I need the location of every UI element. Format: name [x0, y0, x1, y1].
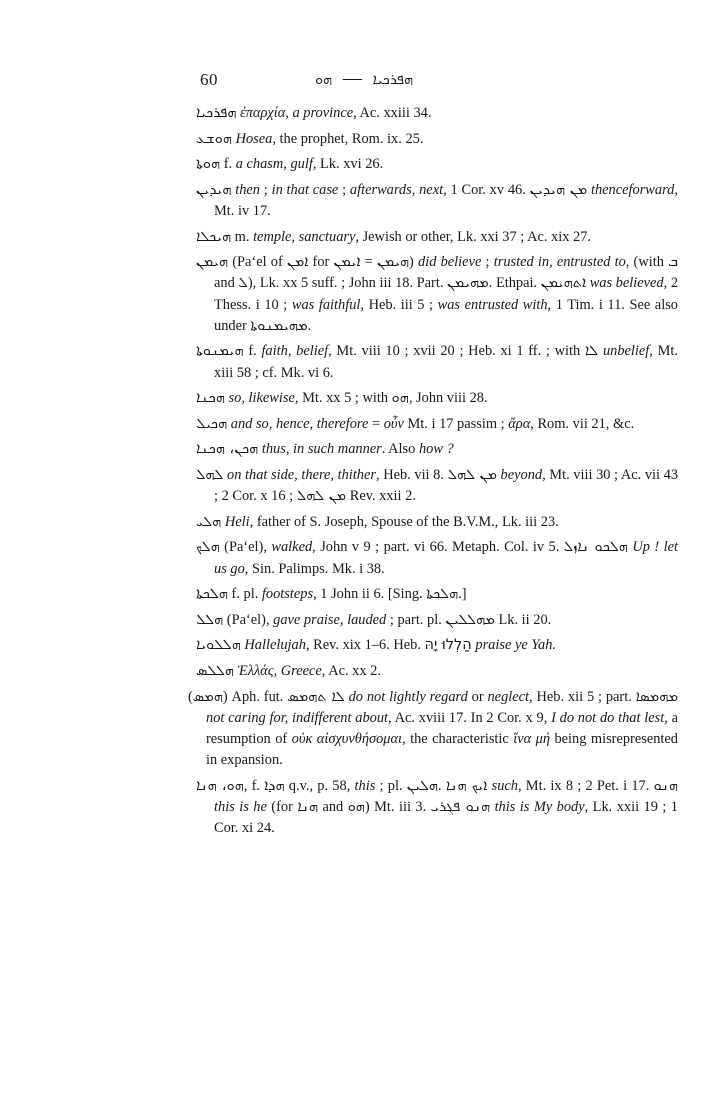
roman-text: =: [360, 254, 378, 271]
syriac-text: ܗܠܟܬܐ: [426, 586, 459, 603]
roman-text: , Heb. xii 5 ; part.: [529, 688, 636, 705]
syriac-text: ܒ: [668, 254, 679, 271]
roman-text: f. pl.: [227, 586, 262, 603]
roman-text: , John viii 28.: [408, 390, 488, 407]
syriac-text: ܡܗܠܠܝܢ: [445, 611, 495, 628]
dictionary-entry: [196, 154, 678, 175]
syriac-text: הַלְלוּ יָהּ: [424, 637, 472, 654]
entry-headword: ܗܘܫܥ: [196, 130, 232, 147]
roman-text: .: [307, 317, 312, 334]
greek-text: ἵνα μή: [513, 730, 551, 747]
syriac-text: ܗܠܟܘ ܢܐܙܠ: [563, 539, 628, 556]
roman-text: , Mt. xx 5 ; with: [294, 390, 392, 407]
italic-gloss: on that side, there, thither: [227, 466, 376, 483]
roman-text: Mt. i 17 passim ;: [403, 415, 509, 432]
syriac-text: ܗܢܘ ܦܓܪܝ: [430, 798, 491, 815]
roman-text: , 1 John ii 6. [Sing.: [313, 586, 427, 603]
roman-text: ; part. pl.: [386, 611, 446, 628]
roman-text: (Pa‘el),: [219, 539, 272, 556]
roman-text: ,: [273, 662, 281, 679]
syriac-text: ܡܗܡܣܐ: [635, 688, 679, 705]
roman-text: ;: [481, 254, 494, 271]
italic-gloss: beyond: [500, 466, 543, 483]
roman-text: , f.: [243, 777, 265, 794]
italic-gloss: so, likewise: [228, 390, 295, 407]
entry-headword: ܗܝܡܢ: [196, 254, 229, 271]
dictionary-entry: [196, 465, 678, 507]
roman-text: ,: [285, 105, 293, 121]
syriac-text: ܗܡܣ: [192, 688, 223, 705]
syriac-text: ܐܝܟ ܗܢܐ: [445, 777, 488, 794]
entry-headword: ܗܘܬܐ: [196, 156, 221, 173]
syriac-text: ܐܬܗܝܡܢ: [540, 275, 587, 292]
roman-text: ) Mt. iii 3.: [364, 798, 431, 815]
syriac-text: ܠܐ ܬܗܡܣ: [287, 688, 345, 705]
roman-text: , Lk. xxii 19 ; 1 Cor. xi 24.: [214, 798, 678, 837]
roman-text: .]: [458, 586, 467, 603]
entry-headword: ܗܝܟܠܐ: [196, 228, 232, 245]
roman-text: Lk. ii 20.: [494, 611, 552, 628]
roman-text: . Also: [381, 441, 419, 458]
roman-text: , Ac. xxiii 34.: [353, 105, 432, 121]
dictionary-entry: [196, 512, 678, 533]
italic-gloss: trusted in, entrusted to: [493, 254, 626, 271]
roman-text: , Heb. vii 8.: [376, 466, 448, 483]
italic-gloss: faith, belief: [261, 343, 329, 360]
roman-text: , Jewish or other, Lk. xxi 37 ; Ac. xix 27.: [355, 228, 592, 245]
entry-headword: ܗܘ، ܗܢܐ: [196, 777, 244, 794]
roman-text: , Mt. viii 30 ; Ac. vii 43 ; 2 Cor. x 16 ;: [214, 466, 679, 505]
italic-gloss: this is My body: [494, 798, 585, 815]
roman-text: or: [467, 688, 488, 705]
italic-gloss: Heli: [224, 513, 250, 530]
entry-headword: ܗܠܟ: [196, 539, 220, 556]
syriac-text: ܐܡܢ: [286, 254, 309, 271]
italic-gloss: not caring for, indifferent about: [206, 709, 389, 726]
roman-text: and: [214, 275, 239, 292]
entry-headword: ܗܠܟܬܐ: [196, 586, 228, 603]
dictionary-entry: [196, 388, 678, 409]
syriac-text: ܗܘ: [391, 390, 409, 407]
dictionary-entry: [196, 537, 678, 579]
roman-text: m.: [231, 228, 254, 245]
italic-gloss: was entrusted with: [437, 296, 548, 313]
roman-text: , Lk. iii 23.: [494, 513, 559, 530]
dictionary-entry: [196, 414, 678, 435]
syriac-text: ܗܢܘ: [653, 777, 678, 794]
roman-text: (Pa‘el),: [223, 611, 274, 628]
running-head-dash: —: [342, 68, 362, 89]
roman-text: f.: [220, 156, 236, 173]
italic-gloss: in that case: [271, 181, 339, 198]
roman-text: , Heb. iii 5 ;: [360, 296, 438, 313]
italic-gloss: and so, hence, therefore: [230, 415, 369, 432]
italic-gloss: this is he: [214, 798, 267, 815]
dictionary-entry: [196, 252, 678, 337]
greek-text: ἐπαρχία: [240, 105, 286, 121]
syriac-text: ܡܢ ܠܗܠ: [447, 466, 497, 483]
dictionary-entry: [196, 661, 678, 682]
dictionary-entry: [196, 584, 678, 605]
italic-gloss: this: [354, 777, 376, 794]
roman-text: , Mt. ix 8 ; 2 Pet. i 17.: [517, 777, 654, 794]
syriac-text: ܐܝܡܢ: [333, 254, 361, 271]
dictionary-entry: [188, 687, 678, 772]
entry-headword: ܗܟܢܐ: [196, 390, 225, 407]
roman-text: , a resumption of: [206, 709, 679, 747]
italic-gloss: walked: [271, 539, 313, 556]
roman-text: , John v 9 ; part. vi 66. Metaph. Col. iv 5.: [312, 539, 564, 556]
roman-text: (Pa‘el of: [228, 254, 287, 271]
dictionary-entry: [196, 439, 678, 460]
dictionary-entry: [196, 776, 678, 840]
greek-text: οὖν: [383, 415, 404, 432]
roman-text: . Ethpai.: [488, 275, 541, 292]
running-head-right-word: ܗܦܪܟܝܐ: [372, 72, 414, 88]
small-caps-text: B.V.M.: [453, 513, 495, 530]
syriac-text: ܡܗܝܡܢ: [447, 275, 489, 292]
roman-text: , Rom. vii 21, &c.: [530, 415, 635, 432]
roman-text: , the characteristic: [402, 730, 514, 747]
entry-headword: ܗܟܢ، ܗܟܢܐ: [196, 441, 259, 458]
italic-gloss: I do not do that lest: [551, 709, 665, 726]
roman-text: , Sin. Palimps. Mk. i 38.: [244, 560, 385, 577]
syriac-text: ܗܕܐ: [264, 777, 285, 794]
dictionary-entry: [196, 227, 678, 248]
italic-gloss: Hallelujah: [244, 637, 306, 654]
italic-gloss: was believed: [589, 275, 664, 292]
greek-text: οὐκ αἰσχυνθήσομαι: [291, 730, 403, 747]
roman-text: .: [438, 777, 446, 794]
running-head-left-word: ܗܘ: [314, 72, 333, 88]
roman-text: , Mt. xiii 58 ; cf. Mk. vi 6.: [214, 343, 678, 381]
italic-gloss: gave praise, lauded: [273, 611, 387, 628]
roman-text: =: [368, 415, 384, 432]
dictionary-entry: [196, 635, 678, 656]
italic-gloss: do not lightly regard: [348, 688, 468, 705]
syriac-text: ܠܐ: [584, 343, 599, 360]
roman-text: ;: [260, 181, 272, 198]
dictionary-entry: [196, 180, 678, 222]
roman-text: , 2 Thess. i 10 ;: [214, 275, 679, 313]
italic-gloss: temple, sanctuary: [253, 228, 356, 245]
syriac-text: ܗܢܐ: [297, 798, 319, 815]
italic-gloss: footsteps: [261, 586, 314, 603]
entry-headword: ܗܝܡܢܘܬܐ: [196, 343, 244, 360]
roman-text: and: [318, 798, 348, 815]
page-number: 60: [200, 70, 218, 89]
roman-text: ): [409, 254, 419, 271]
italic-gloss: unbelief: [602, 343, 650, 360]
entry-headword: ܗܦܪܟܝܐ: [196, 105, 237, 121]
italic-gloss: Up ! let us go: [214, 539, 679, 577]
roman-text: , 1 Cor. xv 46.: [443, 181, 530, 198]
syriac-text: ܡܢ ܗܝܕܝܢ: [529, 181, 588, 198]
entry-headword: ܗܠܠ: [196, 611, 224, 628]
entry-headword: ܗܠܝ: [196, 513, 222, 530]
running-head: [0, 68, 710, 90]
italic-gloss: afterwards, next: [349, 181, 444, 198]
roman-text: being misrepresented in expansion.: [206, 730, 678, 769]
roman-text: (for: [266, 798, 298, 815]
roman-text: , Ac. xx 2.: [321, 662, 381, 679]
entry-headword: ܗܟܝܠ: [196, 415, 228, 432]
syriac-text: ܗܝܡܢ: [377, 254, 410, 271]
dictionary-entry: [196, 610, 678, 631]
roman-text: , Mt. viii 10 ; xvii 20 ; Heb. xi 1 ff. ; with: [328, 343, 585, 360]
roman-text: (: [188, 688, 193, 705]
greek-text: ἄρα: [508, 415, 531, 432]
entry-list: [188, 103, 679, 844]
italic-gloss: thus, in such manner: [261, 441, 382, 458]
roman-text: ; pl.: [375, 777, 407, 794]
roman-text: ) Aph. fut.: [222, 688, 288, 705]
roman-text: , Rev. xix 1–6. Heb.: [305, 637, 425, 654]
roman-text: q.v., p. 58,: [284, 777, 355, 794]
dictionary-entry: [196, 129, 678, 150]
italic-gloss: a province: [292, 105, 354, 121]
italic-gloss: thenceforward: [590, 181, 675, 198]
italic-gloss: then: [235, 181, 260, 198]
italic-gloss: neglect: [487, 688, 530, 705]
italic-gloss: such: [491, 777, 518, 794]
roman-text: , Ac. xviii 17. In 2 Cor. x 9,: [388, 709, 552, 726]
roman-text: , father of S. Joseph, Spouse of the: [249, 513, 454, 530]
roman-text: , the prophet, Rom. ix. 25.: [272, 130, 424, 147]
roman-text: f.: [243, 343, 262, 360]
roman-text: , (with: [625, 254, 669, 271]
italic-gloss: how ?: [418, 441, 454, 458]
italic-gloss: a chasm, gulf: [235, 156, 313, 173]
italic-gloss: Greece: [280, 662, 322, 679]
roman-text: Rev. xxii 2.: [346, 488, 416, 505]
entry-headword: ܗܠܠܣ: [196, 662, 234, 679]
entry-headword: ܗܠܠܘܝܐ: [196, 637, 241, 654]
syriac-text: ܡܢ ܠܗܠ: [296, 488, 347, 505]
roman-text: ), Lk. xx 5 suff. ; John iii 18. Part.: [247, 275, 448, 292]
italic-gloss: was faithful: [291, 296, 361, 313]
syriac-text: ܗܘ: [347, 798, 365, 815]
roman-text: , Mt. iv 17.: [214, 181, 678, 219]
roman-text: , 1 Tim. i 11. See also under: [214, 296, 678, 334]
italic-gloss: did believe: [418, 254, 482, 271]
syriac-text: ܡܗܝܡܢܘܬܐ: [250, 317, 308, 334]
dictionary-entry: [196, 341, 678, 383]
italic-gloss: Hosea: [235, 130, 273, 147]
italic-gloss: praise ye Yah.: [475, 637, 556, 654]
dictionary-entry: [196, 103, 678, 124]
entry-headword: ܠܗܠ: [196, 466, 224, 483]
roman-text: , Lk. xvi 26.: [312, 156, 384, 173]
roman-text: for: [308, 254, 334, 271]
greek-text: Ἑλλάς: [237, 662, 274, 679]
roman-text: ;: [338, 181, 350, 198]
entry-headword: ܗܝܕܝܢ: [196, 181, 232, 198]
syriac-text: ܗܠܝܢ: [406, 777, 439, 794]
syriac-text: ܠ: [238, 275, 248, 292]
